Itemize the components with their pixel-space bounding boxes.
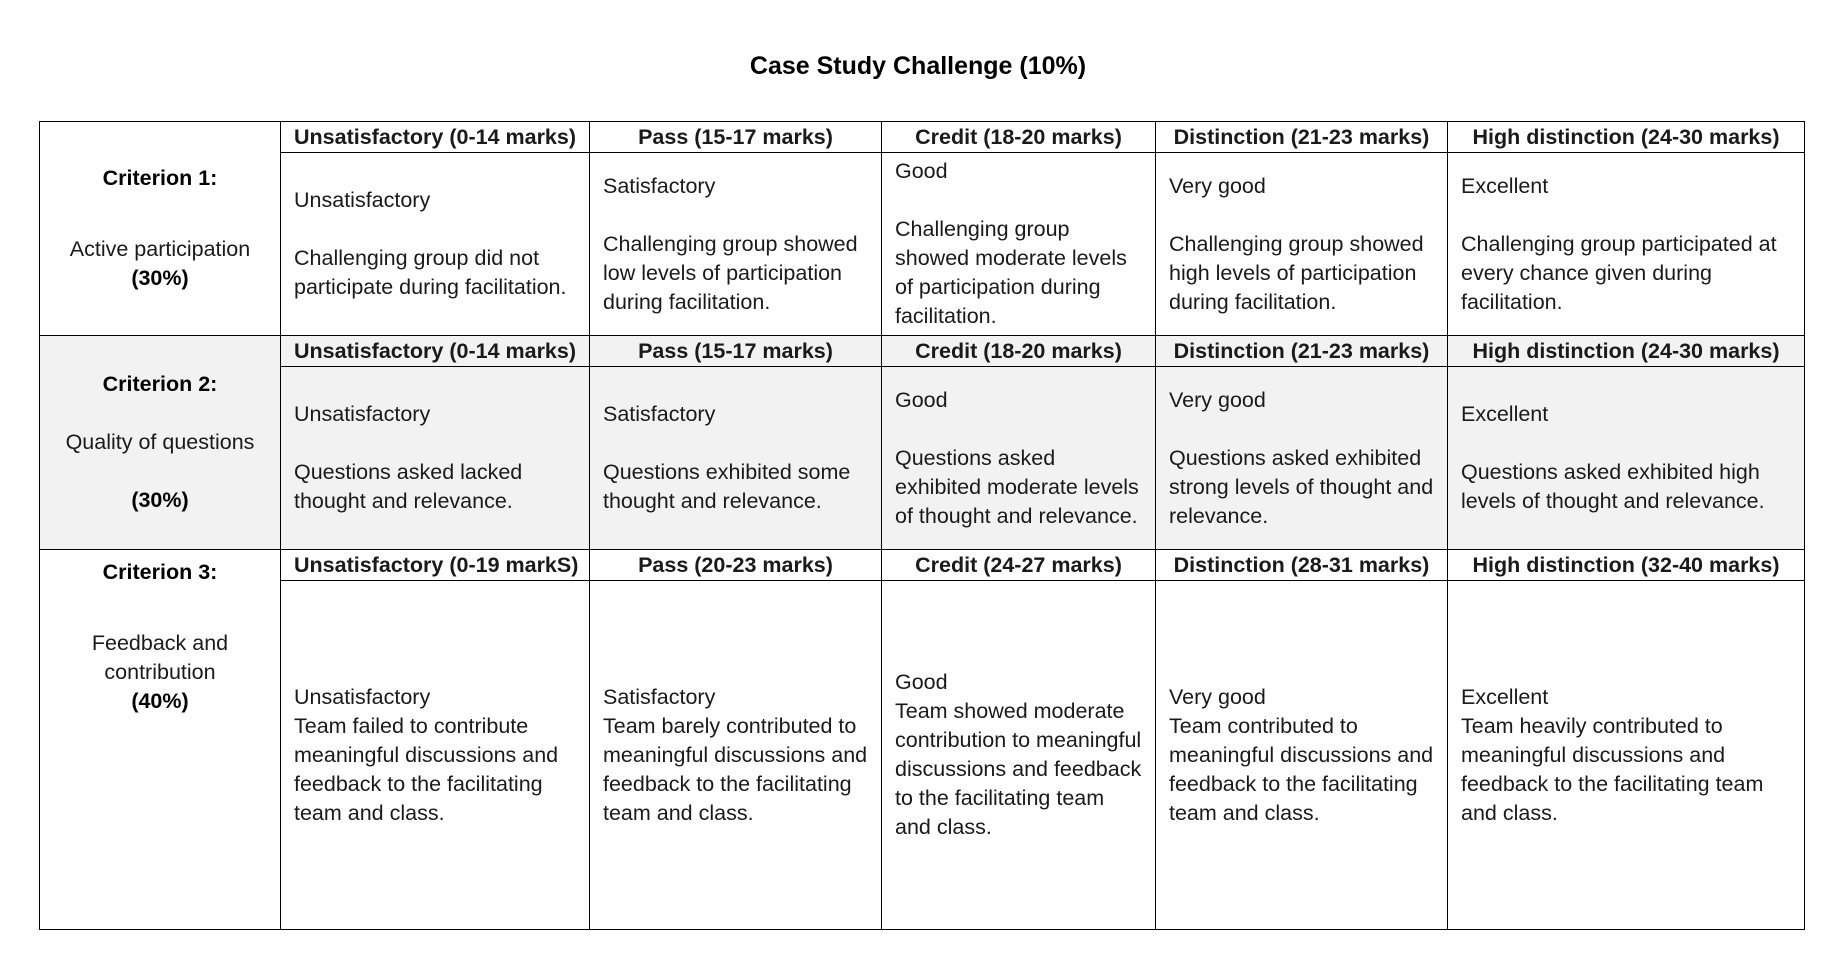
grade-band-header: Pass (20-23 marks): [590, 550, 882, 581]
descriptor-cell: [1448, 581, 1805, 930]
grade-band-header: High distinction (32-40 marks): [1448, 550, 1805, 581]
rating-description: Challenging group showed high levels of participation during facilitation.: [1169, 231, 1424, 314]
criterion-title: Criterion 2:: [102, 372, 218, 396]
rating-label: Unsatisfactory: [294, 684, 431, 709]
rating-label: Good: [895, 159, 948, 183]
rating-label: Good: [895, 670, 948, 694]
grade-band-header: Credit (24-27 marks): [882, 550, 1156, 581]
rating-description: Team failed to contribute meaningful discussions and feedback to the facilitating team and class.: [294, 713, 559, 825]
criterion-1-description-row: [40, 153, 1805, 336]
rating-label: Satisfactory: [603, 173, 716, 198]
rating-label: Unsatisfactory: [294, 402, 431, 426]
criterion-2-header-row: [40, 336, 1805, 367]
grade-band-header: Unsatisfactory (0-14 marks): [281, 336, 590, 367]
rating-label: Unsatisfactory: [294, 188, 431, 212]
criterion-name: Feedback and contribution: [91, 631, 229, 684]
grade-band-header: Distinction (21-23 marks): [1156, 122, 1448, 153]
grade-band-header: Credit (18-20 marks): [882, 122, 1156, 153]
grade-band-header: Distinction (21-23 marks): [1156, 336, 1448, 367]
descriptor-cell: [882, 153, 1156, 336]
rating-label: Very good: [1169, 684, 1266, 709]
rating-description: Challenging group showed low levels of participation during facilitation.: [603, 231, 858, 314]
grade-band-header: Credit (18-20 marks): [882, 336, 1156, 367]
descriptor-cell: [882, 367, 1156, 550]
criterion-3-header-row: [40, 550, 1805, 581]
rubric-table: [39, 121, 1805, 930]
criterion-weight: (30%): [131, 488, 189, 512]
rating-description: Questions exhibited some thought and relevance.: [603, 460, 851, 513]
rating-description: Challenging group participated at every chance given during facilitation.: [1461, 231, 1777, 314]
criterion-3-description-row: [40, 581, 1805, 930]
criterion-title: Criterion 3:: [102, 560, 218, 584]
descriptor-cell: [281, 581, 590, 930]
criterion-name: Quality of questions: [65, 430, 255, 454]
rating-label: Very good: [1169, 387, 1266, 412]
criterion-2-cell: [40, 336, 281, 550]
criterion-title: Criterion 1:: [102, 166, 218, 190]
rating-description: Questions asked exhibited high levels of thought and relevance.: [1461, 460, 1765, 513]
rating-description: Questions asked lacked thought and relevance.: [294, 460, 523, 513]
page-title: Case Study Challenge (10%): [749, 52, 1087, 80]
descriptor-cell: [1448, 153, 1805, 336]
grade-band-header: Unsatisfactory (0-14 marks): [281, 122, 590, 153]
descriptor-cell: [590, 367, 882, 550]
rating-label: Excellent: [1461, 402, 1549, 426]
descriptor-cell: [882, 581, 1156, 930]
criterion-weight: (30%): [131, 266, 189, 290]
rating-description: Challenging group showed moderate levels of participation during facilitation.: [895, 217, 1127, 328]
grade-band-header: High distinction (24-30 marks): [1448, 122, 1805, 153]
rating-description: Team contributed to meaningful discussions and feedback to the facilitating team and class.: [1169, 713, 1434, 825]
criterion-name: Active participation: [69, 237, 251, 261]
descriptor-cell: [590, 581, 882, 930]
grade-band-header: Distinction (28-31 marks): [1156, 550, 1448, 581]
descriptor-cell: [1156, 153, 1448, 336]
rating-label: Good: [895, 387, 948, 412]
criterion-weight: (40%): [131, 689, 189, 713]
rating-label: Very good: [1169, 173, 1266, 198]
rating-description: Questions asked exhibited moderate levels of thought and relevance.: [895, 445, 1139, 528]
grade-band-header: Unsatisfactory (0-19 markS): [281, 550, 590, 581]
rating-description: Team showed moderate contribution to meaningful discussions and feedback to the facilitating team and class.: [895, 699, 1142, 839]
criterion-1-header-row: [40, 122, 1805, 153]
descriptor-cell: [1156, 367, 1448, 550]
rating-description: Challenging group did not participate during facilitation.: [294, 246, 567, 299]
grade-band-header: High distinction (24-30 marks): [1448, 336, 1805, 367]
rating-description: Questions asked exhibited strong levels of thought and relevance.: [1169, 445, 1434, 528]
grade-band-header: Pass (15-17 marks): [590, 336, 882, 367]
rating-description: Team heavily contributed to meaningful discussions and feedback to the facilitating team and class.: [1461, 713, 1764, 825]
descriptor-cell: [590, 153, 882, 336]
descriptor-cell: [281, 153, 590, 336]
rating-label: Excellent: [1461, 684, 1549, 709]
rating-label: Satisfactory: [603, 684, 716, 709]
rating-label: Satisfactory: [603, 402, 716, 426]
criterion-2-description-row: [40, 367, 1805, 550]
descriptor-cell: [281, 367, 590, 550]
rating-description: Team barely contributed to meaningful discussions and feedback to the facilitating team and class.: [603, 713, 868, 825]
descriptor-cell: [1448, 367, 1805, 550]
criterion-1-cell: [40, 122, 281, 336]
grade-band-header: Pass (15-17 marks): [590, 122, 882, 153]
descriptor-cell: [1156, 581, 1448, 930]
rating-label: Excellent: [1461, 173, 1549, 198]
criterion-3-cell: [40, 550, 281, 930]
